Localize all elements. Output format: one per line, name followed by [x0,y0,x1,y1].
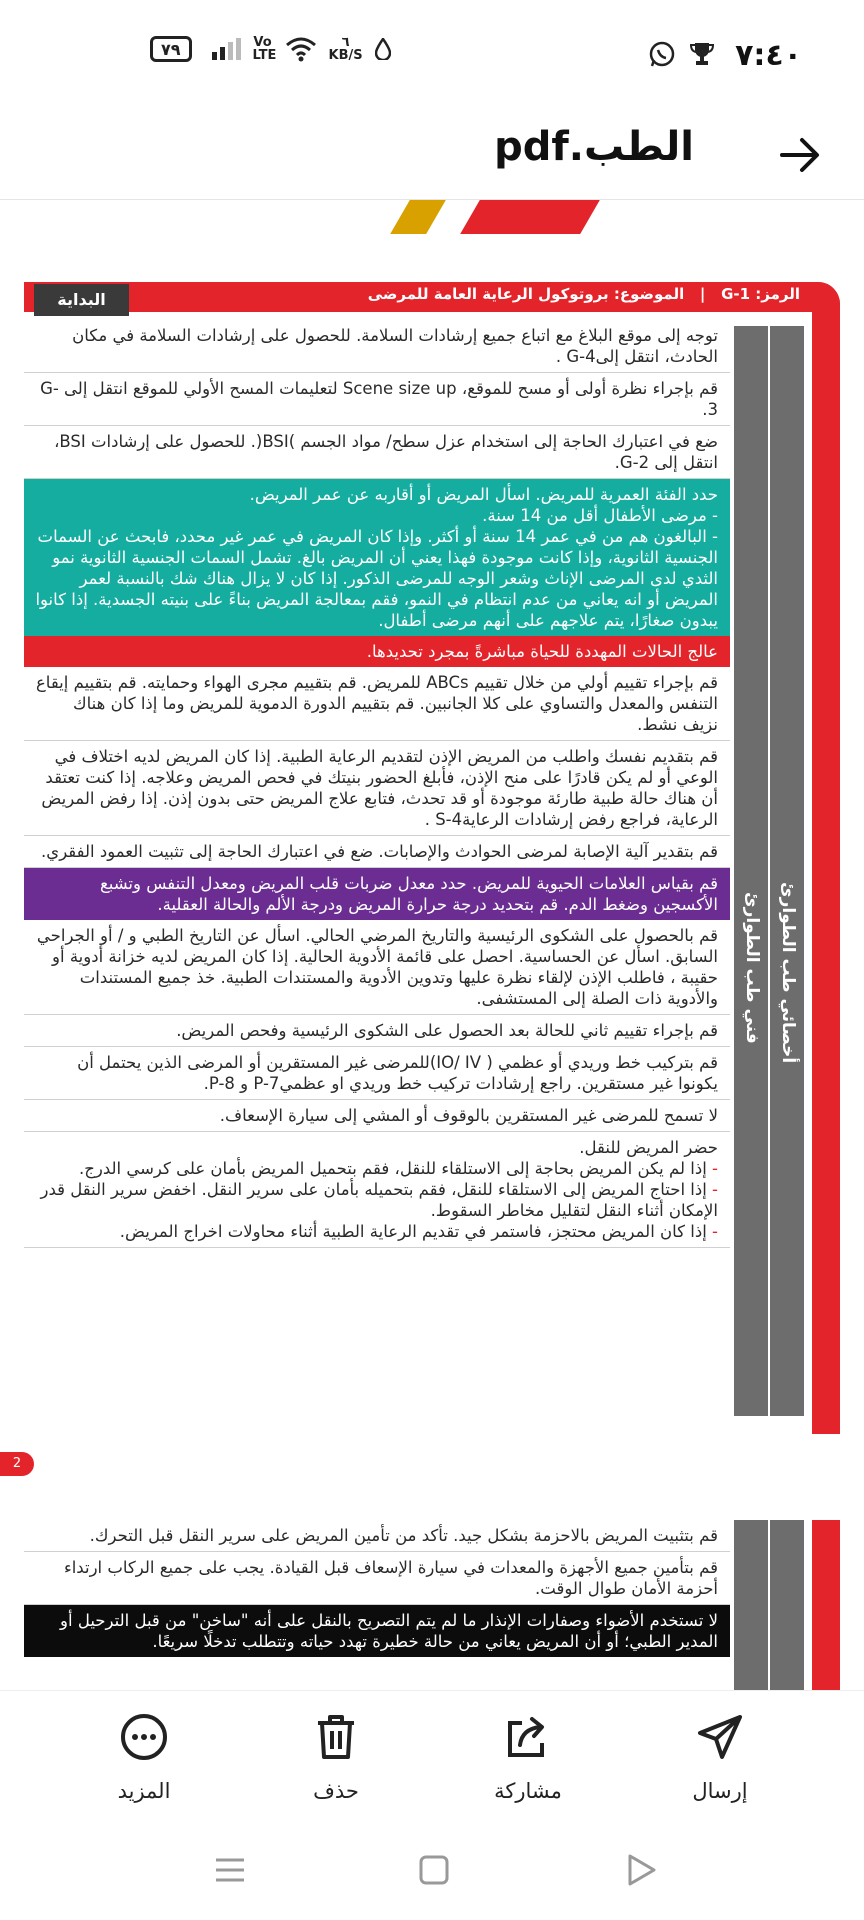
start-tag: البداية [34,284,129,316]
back-nav-icon[interactable] [620,1850,660,1890]
list-item-text: إذا لم يكن المريض بحاجة إلى الاستلقاء للنقل، فقم بتحميل المريض بأمان على كرسي الدرج. [78,1159,707,1178]
speed-value: ٦ [341,35,350,50]
list-item-text: مرضى الأطفال أقل من 14 سنة. [482,506,707,525]
protocol-step [24,636,730,667]
speed-unit: KB/S [328,48,363,63]
protocol-step-text: قم بتثبيت المريض بالاحزمة بشكل جيد. تأكد من تأمين المريض على سرير النقل قبل التحرك. [89,1526,718,1545]
battery-level: ٧٩ [161,39,181,59]
protocol-step [24,1015,730,1047]
volte-label: Vo LTE [252,35,277,63]
pdf-page-2 [24,1520,840,1690]
header-separator: | [699,285,706,303]
header-stripes [270,200,630,240]
protocol-step [24,1100,730,1132]
protocol-step-text: قم بإجراء تقييم أولي من خلال تقييم ABCs للمريض. قم بتقييم مجرى الهواء وحمايته. قم بتقييم إيقاع التنفس والمعدل والتساوي على كلا الجانبين. قم بتقييم الدورة الدموية للمريض وما إذا كان هناك نزيف نشط. [35,673,718,734]
side-column-outer [770,1520,804,1690]
protocol-step [24,373,730,426]
protocol-step-text: قم بتأمين جميع الأجهزة والمعدات في سيارة الإسعاف قبل القيادة. يجب على جميع الركاب ارتداء أحزمة الأمان طوال الوقت. [63,1558,718,1598]
protocol-step [24,479,730,636]
trash-icon [310,1711,362,1763]
red-stripe [460,200,600,234]
list-item [34,505,718,526]
protocol-header [24,282,840,312]
protocol-step [24,836,730,868]
protocol-step [24,320,730,373]
more-icon [118,1711,170,1763]
list-item [34,526,718,631]
system-nav-bar [0,1820,864,1920]
protocol-step-list [34,505,718,631]
list-item [34,1179,718,1221]
protocol-step-text: قم بتقدير آلية الإصابة لمرضى الحوادث والإصابات. ضع في اعتبارك الحاجة إلى تثبيت العمود الفقري. [41,842,718,861]
send-icon [694,1711,746,1763]
protocol-step-text: لا تستخدم الأضواء وصفارات الإنذار ما لم يتم التصريح بالنقل على أنه "ساخن" من قبل الترحيل أو المدير الطبي؛ أو أن المريض يعاني من حالة خطيرة تهدد حياته وتتطلب تدخلًا سريعًا. [60,1611,718,1651]
protocol-step-text: حدد الفئة العمرية للمريض. اسأل المريض أو أقاربه عن عمر المريض. [249,485,718,504]
yellow-stripe [390,200,446,234]
protocol-steps [24,320,730,1248]
protocol-header-text [368,285,800,303]
side-red-bar [812,282,840,1434]
send-label: إرسال [692,1779,748,1803]
side-column-inner [734,326,768,1416]
protocol-step [24,1605,730,1657]
more-label: المزيد [117,1779,171,1803]
side-column-inner [734,1520,768,1690]
delete-button[interactable] [266,1711,406,1803]
protocol-step [24,741,730,836]
recent-apps-icon[interactable] [210,1850,250,1890]
drop-icon [375,38,391,60]
wifi-icon [285,36,317,62]
protocol-subject: الموضوع: بروتوكول الرعاية العامة للمرضى [367,285,685,303]
whatsapp-icon [648,40,676,68]
status-icons-right [648,40,714,68]
protocol-step [24,426,730,479]
app-bar [0,110,864,200]
send-button[interactable] [650,1711,790,1803]
list-item-text: إذا احتاج المريض إلى الاستلقاء للنقل، فقم بتحميله بأمان على سرير النقل. اخفض سرير النقل قدر الإمكان أثناء النقل لتقليل مخاطر السقوط. [40,1180,718,1220]
action-bar [0,1690,864,1820]
pdf-viewer[interactable] [0,200,864,1690]
list-item [34,1221,718,1242]
status-icons-left [150,36,391,62]
page-title: الطب.pdf [494,124,694,170]
side-label-technician: فني طب الطوارئ [742,892,762,1044]
protocol-step [24,1520,730,1552]
protocol-step [24,920,730,1015]
side-column-outer [770,326,804,1416]
protocol-step [24,667,730,741]
status-bar [0,0,864,110]
page-number: 2 [0,1452,34,1476]
protocol-step-text: قم بتقديم نفسك واطلب من المريض الإذن لتقديم الرعاية الطبية. إذا كان المريض لديه اختلاف في الوعي أو لم يكن قادرًا على منح الإذن، فأبلغ الحضور بنيتك في فحص المريض وعلاجه. إذا كنت تعتقد أن هناك حالة طبية طارئة موجودة أو قد تحدث، فتابع علاج المريض حتى بدون إذن. إذا رفض المريض الرعاية، فراجع رفض إرشادات الرعايةS-4 . [41,747,718,829]
protocol-step [24,1132,730,1248]
side-label-specialist: أخصائي طب الطوارئ [778,882,798,1064]
protocol-step-text: قم بالحصول على الشكوى الرئيسية والتاريخ المرضي الحالي. اسأل عن التاريخ الطبي و / أو الجراحي السابق. اسأل عن الحساسية. احصل على قائمة الأدوية الحالية. إذا كان المريض لديه خزانة أدوية أو حقيبة ، فاطلب الإذن لإلقاء نظرة عليها وتدوين الأدوية والمستندات الطبية. خذ جميع المستندات والأدوية ذات الصلة إلى المستشفى. [36,926,718,1008]
protocol-step-text: قم بتركيب خط وريدي أو عظمي ( IO/ IV)للمرضى غير المستقرين أو المرضى الذين يحتمل أن يكونوا غير مستقرين. راجع إرشادات تركيب خط وريدي او عظميP-7 و P-8. [77,1053,718,1093]
list-item-text: إذا كان المريض محتجز، فاستمر في تقديم الرعاية الطبية أثناء محاولات اخراج المريض. [119,1222,707,1241]
pdf-page-1 [24,282,840,1434]
trophy-icon [690,41,714,67]
protocol-step-text: توجه إلى موقع البلاغ مع اتباع جميع إرشادات السلامة. للحصول على إرشادات السلامة في مكان الحادث، انتقل إلىG-4 . [72,326,718,366]
home-icon[interactable] [414,1850,454,1890]
protocol-step-text: عالج الحالات المهددة للحياة مباشرةً بمجرد تحديدها. [366,642,718,661]
side-red-bar [812,1520,840,1690]
protocol-steps-page-2 [24,1520,730,1657]
list-item-text: البالغون هم من في عمر 14 سنة أو أكثر. وإذا كان المريض في عمر غير محدد، فابحث عن السمات الجنسية الثانوية، وإذا كانت موجودة فهذا يعني أن المريض بالغ. تشمل السمات الجنسية الثانوية نمو الثدي لدى المرضى الإناث وشعر الوجه للمرضى الذكور. إذا كان لا يزال هناك شك بالنسبة لعمر المريض أو انه يعاني من عدم انتظام في النمو، فقم بمعالجة المريض بناءً على بنيته الجسدية. إذا كانوا يبدون صغارًا، يتم علاجهم على أنهم مرضى أطفال. [35,527,718,630]
protocol-step-text: حضر المريض للنقل. [579,1138,718,1157]
network-speed [329,36,363,62]
protocol-step-text: ضع في اعتبارك الحاجة إلى استخدام عزل سطح/ مواد الجسم )BSI(. للحصول على إرشادات BSI، انتقل إلى G-2. [54,432,718,472]
protocol-step [24,868,730,920]
protocol-step [24,1047,730,1100]
more-button[interactable] [74,1711,214,1803]
share-button[interactable] [458,1711,598,1803]
protocol-step [24,1552,730,1605]
delete-label: حذف [313,1779,359,1803]
status-time: ٧:٤٠ [735,38,802,73]
back-arrow-icon[interactable] [774,130,824,180]
battery-icon [150,36,192,62]
signal-icon [212,38,241,60]
protocol-step-text: لا تسمح للمرضى غير المستقرين بالوقوف أو المشي إلى سيارة الإسعاف. [219,1106,718,1125]
list-item [34,1158,718,1179]
protocol-step-list [34,1158,718,1242]
share-label: مشاركة [494,1779,562,1803]
protocol-step-text: قم بإجراء تقييم ثاني للحالة بعد الحصول على الشكوى الرئيسية وفحص المريض. [176,1021,718,1040]
protocol-step-text: قم بقياس العلامات الحيوية للمريض. حدد معدل ضربات قلب المريض ومعدل التنفس وتشبع الأكسجين وضغط الدم. قم بتحديد درجة حرارة المريض ودرجة الألم والحالة العقلية. [99,874,718,914]
share-icon [502,1711,554,1763]
protocol-code: الرمز: G-1 [721,285,800,303]
protocol-step-text: قم بإجراء نظرة أولى أو مسح للموقع، Scene size up لتعليمات المسح الأولي للموقع انتقل إلى G-3. [40,379,718,419]
